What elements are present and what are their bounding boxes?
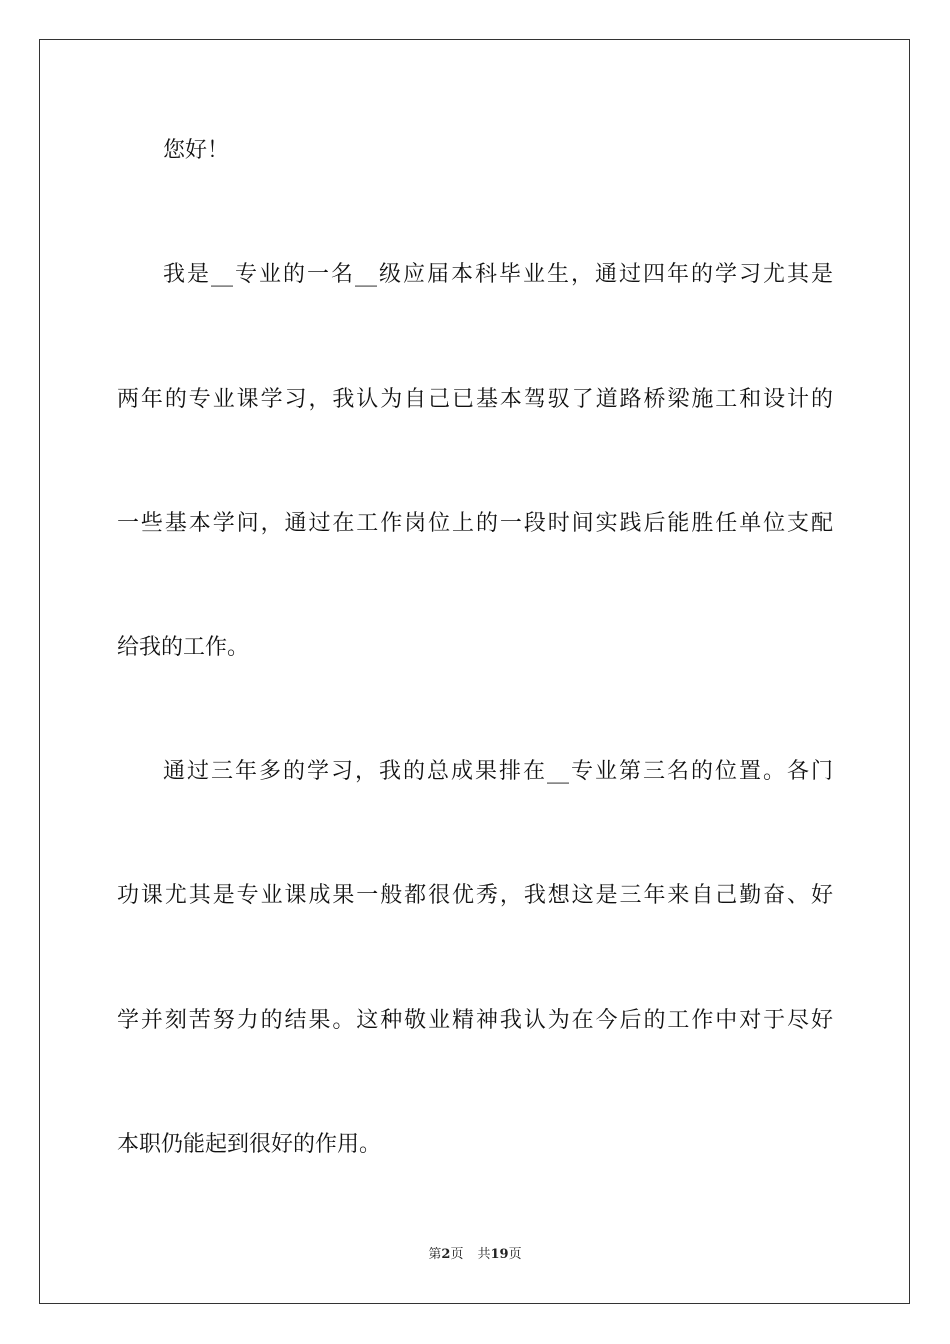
paragraph-2-line-1: 通过三年多的学习，我的总成果排在__专业第三名的位置。各门 xyxy=(163,759,833,784)
page-footer xyxy=(0,1246,950,1264)
footer-page-number: 2 xyxy=(441,1247,451,1262)
paragraph-2-line-2: 功课尤其是专业课成果一般都很优秀，我想这是三年来自己勤奋、好 xyxy=(117,883,833,908)
paragraph-2-line-4: 本职仍能起到很好的作用。 xyxy=(117,1132,382,1157)
footer-total-prefix: 共 xyxy=(477,1247,491,1262)
paragraph-1-line-1: 我是__专业的一名__级应届本科毕业生，通过四年的学习尤其是 xyxy=(163,262,833,287)
page-frame xyxy=(39,39,910,1304)
paragraph-2-line-3: 学并刻苦努力的结果。这种敬业精神我认为在今后的工作中对于尽好 xyxy=(117,1008,833,1033)
footer-page-suffix: 页 xyxy=(450,1247,464,1262)
paragraph-1-line-2: 两年的专业课学习，我认为自己已基本驾驭了道路桥梁施工和设计的 xyxy=(117,387,833,412)
footer-total-suffix: 页 xyxy=(508,1247,522,1262)
paragraph-1-line-4: 给我的工作。 xyxy=(117,635,250,660)
greeting-line: 您好！ xyxy=(163,138,230,163)
paragraph-1-line-3: 一些基本学问，通过在工作岗位上的一段时间实践后能胜任单位支配 xyxy=(117,511,833,536)
footer-total-pages: 19 xyxy=(490,1247,509,1262)
footer-page-prefix: 第 xyxy=(428,1247,442,1262)
